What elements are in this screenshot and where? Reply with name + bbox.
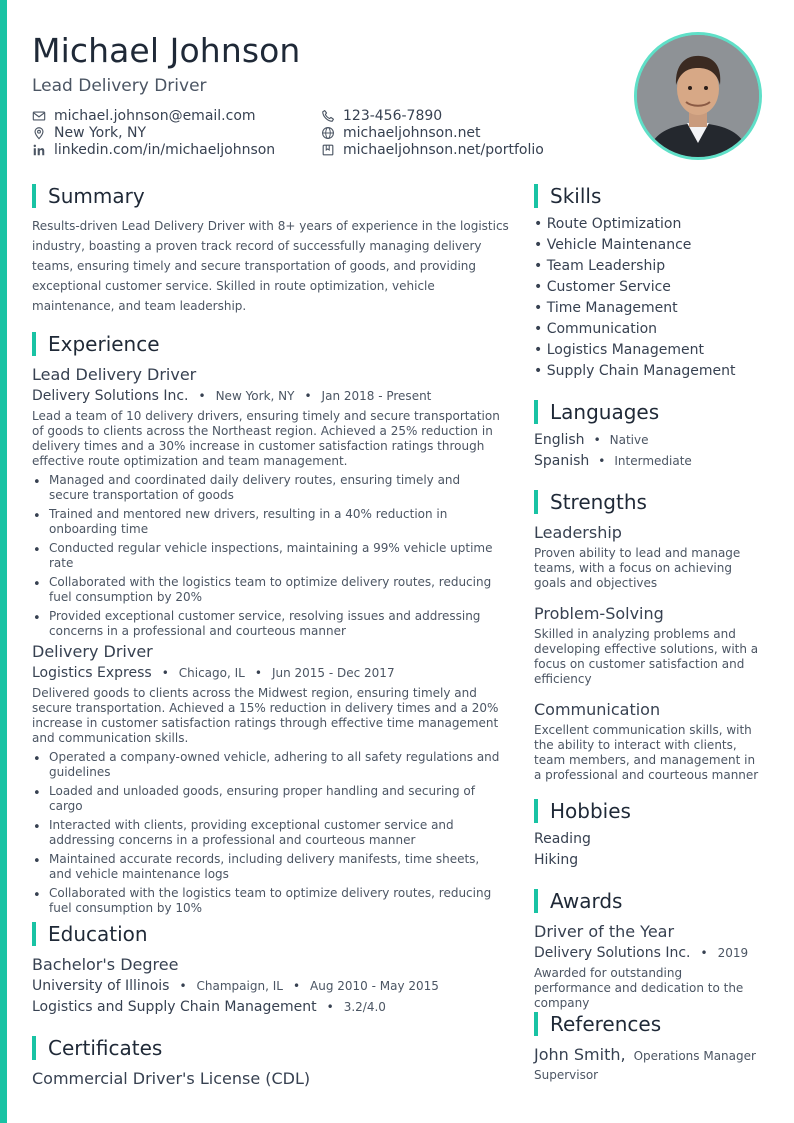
summary-heading-text: Summary: [48, 184, 145, 208]
job-dates: Jan 2018 - Present: [321, 389, 432, 403]
job-title: Lead Delivery Driver: [32, 365, 197, 384]
contact-phone[interactable]: [321, 108, 442, 124]
award-meta: [534, 945, 748, 961]
list-item: • Maintained accurate records, including delivery manifests, time sheets, and vehicle maintenance logs: [32, 852, 502, 882]
separator-dot: •: [254, 666, 262, 680]
separator-dot: •: [198, 389, 206, 403]
references-heading: [534, 1012, 661, 1036]
skill-item: • Customer Service: [534, 279, 671, 295]
profile-photo: [634, 32, 762, 160]
separator-dot: •: [598, 454, 606, 468]
award-year: 2019: [717, 946, 749, 960]
contact-email[interactable]: [32, 108, 256, 124]
heading-accent: [32, 922, 36, 946]
job-location: New York, NY: [215, 389, 295, 403]
job-description: Lead a team of 10 delivery drivers, ensuring timely and secure transportation of goods to clients across the Northeast region. Achieved a 25% reduction in delivery times and a 30% increase in customer satisfaction ratings through effective route optimization and team management.: [32, 409, 500, 468]
job-bullets: [32, 750, 502, 920]
skill-item: • Communication: [534, 321, 658, 337]
strength-description: Proven ability to lead and manage teams, with a focus on achieving goals and objectives: [534, 546, 741, 590]
contact-location: [32, 125, 146, 141]
heading-accent: [534, 400, 538, 424]
award-title: Driver of the Year: [534, 922, 675, 941]
certificates-heading-text: Certificates: [48, 1036, 163, 1060]
separator-dot: •: [593, 433, 601, 447]
contact-portfolio-text: michaeljohnson.net/portfolio: [343, 142, 544, 158]
education-meta: [32, 978, 439, 994]
contact-linkedin[interactable]: [32, 142, 275, 158]
separator-dot: •: [179, 979, 187, 993]
list-item: • Operated a company-owned vehicle, adhering to all safety regulations and guidelines: [32, 750, 502, 780]
list-item: • Collaborated with the logistics team to optimize delivery routes, reducing fuel consumption by 10%: [32, 886, 502, 916]
skills-heading: [534, 184, 601, 208]
experience-heading-text: Experience: [48, 332, 160, 356]
job-bullets: [32, 473, 502, 643]
language-level: Intermediate: [614, 454, 692, 468]
education-degree: Bachelor's Degree: [32, 955, 179, 974]
awards-heading: [534, 889, 622, 913]
list-item: • Managed and coordinated daily delivery routes, ensuring timely and secure transportation of goods: [32, 473, 502, 503]
list-item: • Loaded and unloaded goods, ensuring proper handling and securing of cargo: [32, 784, 502, 814]
accent-bar: [0, 0, 7, 1123]
skill-item: • Team Leadership: [534, 258, 666, 274]
skills-list: [534, 214, 736, 382]
hobbies-heading-text: Hobbies: [550, 799, 631, 823]
contact-linkedin-text: linkedin.com/in/michaeljohnson: [54, 142, 276, 158]
portfolio-icon: [321, 143, 335, 157]
strength-title: Leadership: [534, 523, 622, 542]
education-location: Champaign, IL: [196, 979, 283, 993]
list-item: • Interacted with clients, providing exceptional customer service and addressing concerns in a professional and courteous manner: [32, 818, 502, 848]
skill-item: • Route Optimization: [534, 216, 682, 232]
list-item: • Trained and mentored new drivers, resulting in a 40% reduction in onboarding time: [32, 507, 502, 537]
separator-dot: •: [326, 1000, 334, 1014]
linkedin-icon: [32, 143, 46, 157]
globe-icon: [321, 126, 335, 140]
reference-relation: Supervisor: [534, 1068, 599, 1082]
award-description: Awarded for outstanding performance and dedication to the company: [534, 966, 744, 1010]
language-name: Spanish: [534, 453, 590, 469]
reference-name: John Smith,: [534, 1045, 626, 1064]
skill-item: • Vehicle Maintenance: [534, 237, 692, 253]
contact-location-text: New York, NY: [54, 125, 147, 141]
job-location: Chicago, IL: [178, 666, 245, 680]
heading-accent: [32, 184, 36, 208]
job-title: Delivery Driver: [32, 642, 153, 661]
experience-heading: [32, 332, 160, 356]
strength-title: Problem-Solving: [534, 604, 664, 623]
strength-title: Communication: [534, 700, 661, 719]
job-meta: [32, 665, 395, 681]
strength-description: Excellent communication skills, with the ability to interact with clients, team members, and management in a professional and courteous manner: [534, 723, 759, 782]
contact-website[interactable]: [321, 125, 481, 141]
job-dates: Jun 2015 - Dec 2017: [271, 666, 395, 680]
contact-website-text: michaeljohnson.net: [343, 125, 481, 141]
skill-item: • Time Management: [534, 300, 678, 316]
candidate-title: Lead Delivery Driver: [32, 76, 207, 96]
separator-dot: •: [292, 979, 301, 993]
award-org: Delivery Solutions Inc.: [534, 945, 691, 961]
education-field-row: [32, 999, 386, 1015]
strengths-heading-text: Strengths: [550, 490, 647, 514]
reference-row: [534, 1045, 756, 1064]
certificates-heading: [32, 1036, 162, 1060]
list-item: • Provided exceptional customer service, resolving issues and addressing concerns in a professional and courteous manner: [32, 609, 502, 639]
education-field: Logistics and Supply Chain Management: [32, 999, 317, 1015]
hobbies-heading: [534, 799, 631, 823]
summary-text: Results-driven Lead Delivery Driver with 8+ years of experience in the logistics industry, boasting a proven track record of successfully managing delivery teams, ensuring timely and secure transportation of goods, and providing exceptional customer service. Skilled in route optimization, vehicle maintenance, and team leadership.: [32, 219, 509, 313]
education-heading: [32, 922, 148, 946]
reference-position: Operations Manager: [633, 1049, 756, 1063]
education-heading-text: Education: [48, 922, 148, 946]
awards-heading-text: Awards: [550, 889, 623, 913]
candidate-name: Michael Johnson: [32, 31, 301, 70]
separator-dot: •: [304, 389, 312, 403]
hobby-item: Reading: [534, 831, 591, 847]
languages-heading-text: Languages: [550, 400, 660, 424]
hobby-item: Hiking: [534, 852, 579, 868]
languages-heading: [534, 400, 659, 424]
language-row: [534, 453, 692, 469]
separator-dot: •: [161, 666, 169, 680]
heading-accent: [534, 889, 538, 913]
envelope-icon: [32, 109, 46, 123]
list-item: • Collaborated with the logistics team to optimize delivery routes, reducing fuel consumption by 20%: [32, 575, 502, 605]
heading-accent: [534, 490, 538, 514]
strengths-heading: [534, 490, 647, 514]
list-item: • Conducted regular vehicle inspections, maintaining a 99% vehicle uptime rate: [32, 541, 502, 571]
contact-phone-text: 123-456-7890: [343, 108, 443, 124]
person-portrait-icon: [637, 35, 759, 157]
references-heading-text: References: [550, 1012, 662, 1036]
location-pin-icon: [32, 126, 46, 140]
language-name: English: [534, 432, 585, 448]
job-meta: [32, 388, 431, 404]
job-company: Logistics Express: [32, 665, 152, 681]
heading-accent: [32, 332, 36, 356]
skill-item: • Logistics Management: [534, 342, 704, 358]
education-gpa: 3.2/4.0: [343, 1000, 386, 1014]
job-description: Delivered goods to clients across the Midwest region, ensuring timely and secure transportation. Achieved a 15% reduction in delivery times and a 20% increase in customer satisfaction ratings through effective time management and communication skills.: [32, 686, 499, 745]
summary-heading: [32, 184, 145, 208]
language-level: Native: [609, 433, 649, 447]
strength-description: Skilled in analyzing problems and developing effective solutions, with a focus on customer satisfaction and efficiency: [534, 627, 759, 686]
education-dates: Aug 2010 - May 2015: [310, 979, 439, 993]
certificate-item: Commercial Driver's License (CDL): [32, 1069, 311, 1088]
education-school: University of Illinois: [32, 978, 170, 994]
skill-item: • Supply Chain Management: [534, 363, 736, 379]
skills-heading-text: Skills: [550, 184, 602, 208]
language-row: [534, 432, 649, 448]
heading-accent: [534, 1012, 538, 1036]
separator-dot: •: [700, 946, 708, 960]
job-company: Delivery Solutions Inc.: [32, 388, 189, 404]
contact-portfolio[interactable]: [321, 142, 544, 158]
phone-icon: [321, 109, 335, 123]
contact-email-text: michael.johnson@email.com: [54, 108, 256, 124]
heading-accent: [534, 799, 538, 823]
heading-accent: [534, 184, 538, 208]
heading-accent: [32, 1036, 36, 1060]
